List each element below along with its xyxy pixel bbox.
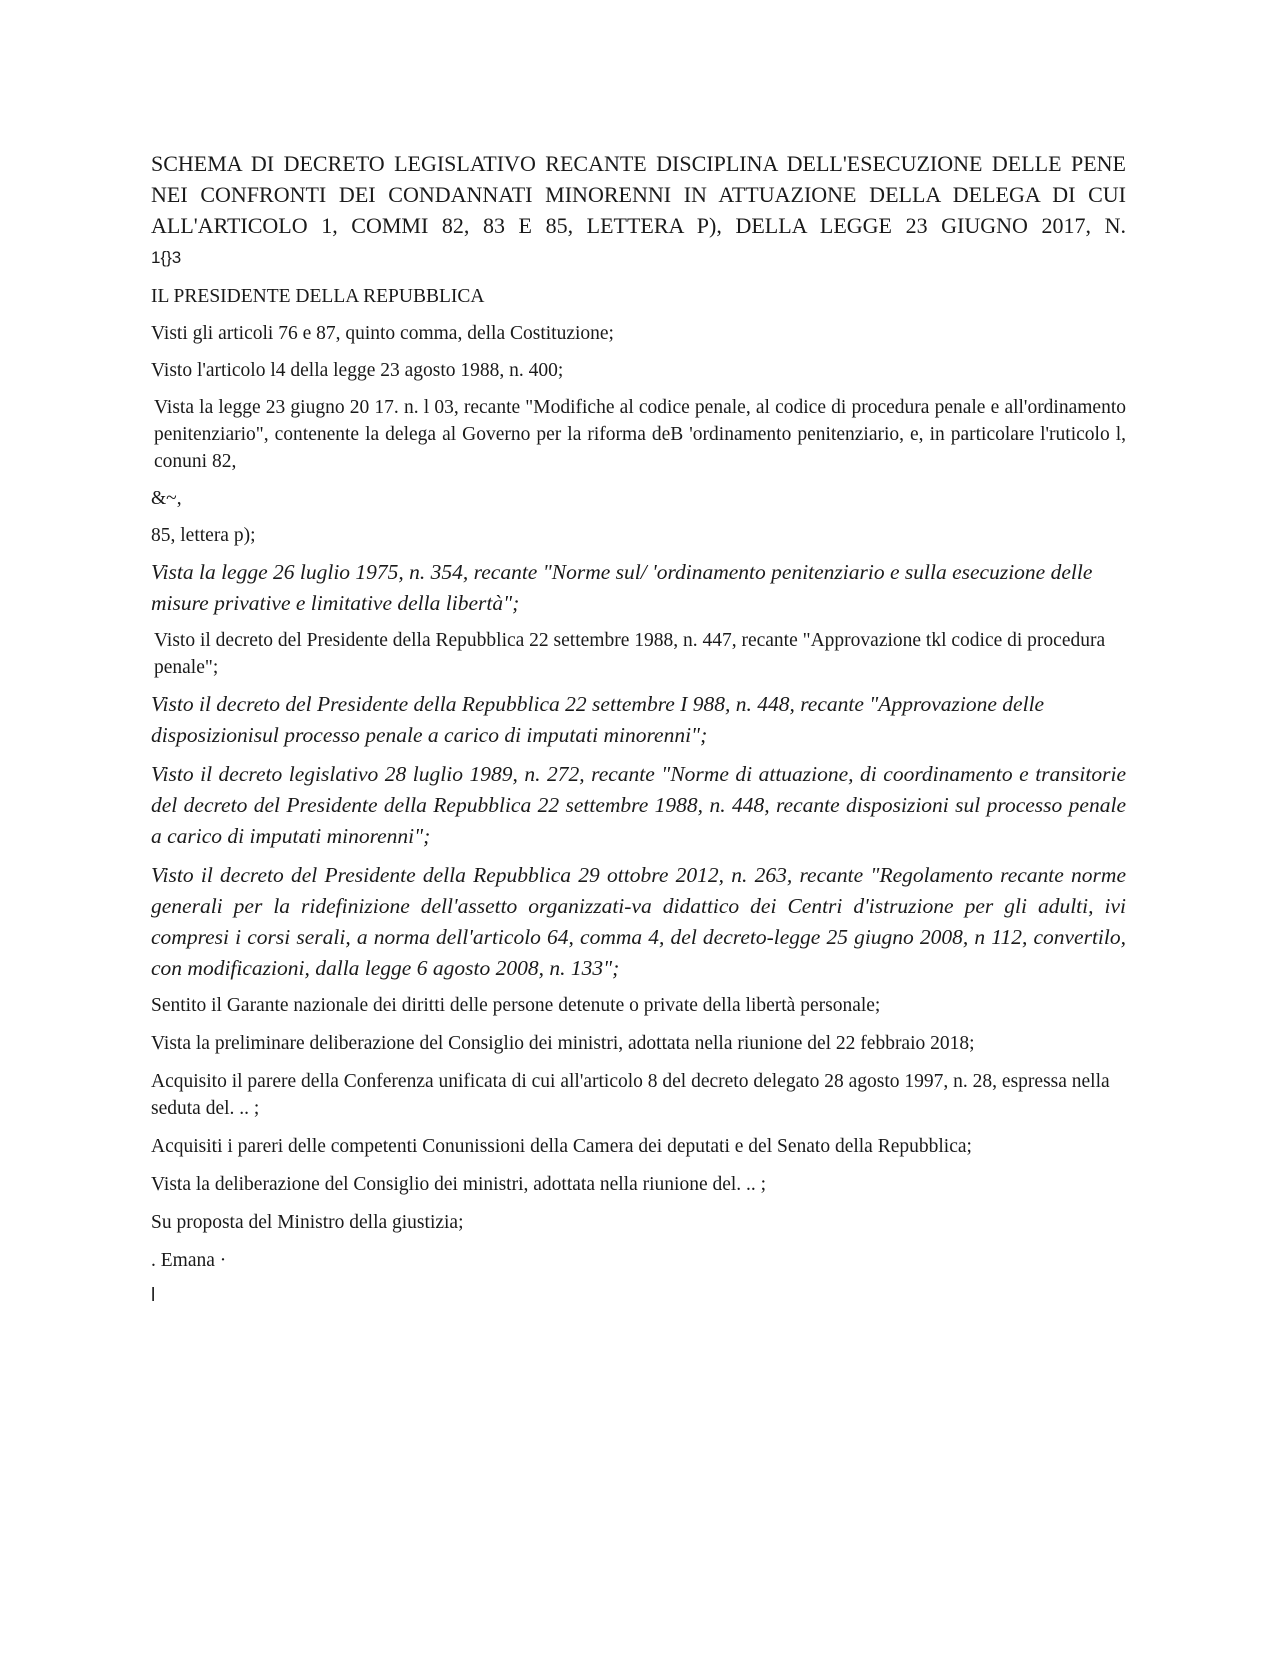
paragraph-commissioni: Acquisiti i pareri delle competenti Conunissioni della Camera dei deputati e del Senato della Repubblica; xyxy=(151,1136,972,1157)
paragraph-proposta: Su proposta del Ministro della giustizia; xyxy=(151,1212,464,1233)
paragraph-dpr-263: Visto il decreto del Presidente della Repubblica 29 ottobre 2012, n. 263, recante "Regolamento recante norme generali per la ridefinizione dell'assetto organizzati-va didattico dei Centri d'istruzione per gli adulti, ivi compresi i corsi serali, a norma dell'articolo 64, comma 4, del decreto-legge 25 giugno 2008, n 112, convertilo, con modificazioni, dalla legge 6 agosto 2008, n. 133"; xyxy=(151,863,1126,980)
paragraph-conferenza-unificata: Acquisito il parere della Conferenza unificata di cui all'articolo 8 del decreto delegato 28 agosto 1997, n. 28, espressa nella seduta del. .. ; xyxy=(151,1071,1110,1119)
document-title: SCHEMA DI DECRETO LEGISLATIVO RECANTE DISCIPLINA DELL'ESECUZIONE DELLE PENE NEI CONFRONTI DEI CONDANNATI MINORENNI IN ATTUAZIONE DELLA DELEGA DI CUI ALL'ARTICOLO 1, COMMI 82, 83 E 85, LETTERA P), DELLA LEGGE 23 GIUGNO 2017, N. xyxy=(151,151,1126,238)
paragraph-dpr-447: Visto il decreto del Presidente della Repubblica 22 settembre 1988, n. 447, recante "Approvazione tkl codice di procedura penale"; xyxy=(154,630,1106,678)
stray-mark: l xyxy=(151,1285,156,1306)
paragraph-garante: Sentito il Garante nazionale dei diritti delle persone detenute o private della libertà personale; xyxy=(151,995,881,1016)
paragraph-legge-354: Vista la legge 26 luglio 1975, n. 354, recante "Norme sul/ 'ordinamento penitenziario e sulla esecuzione delle misure privative e limitative della libertà"; xyxy=(151,560,1093,615)
paragraph-costituzione: Visti gli articoli 76 e 87, quinto comma, della Costituzione; xyxy=(151,323,614,344)
president-heading: IL PRESIDENTE DELLA REPUBBLICA xyxy=(151,286,485,307)
paragraph-deliberazione-preliminare: Vista la preliminare deliberazione del Consiglio dei ministri, adottata nella riunione del 22 febbraio 2018; xyxy=(151,1033,975,1054)
paragraph-legge-400: Visto l'articolo l4 della legge 23 agosto 1988, n. 400; xyxy=(151,360,564,381)
paragraph-legge-103: Vista la legge 23 giugno 20 17. n. l 03, recante "Modifiche al codice penale, al codice di procedura penale e all'ordinamento penitenziario", contenente la delega al Governo per la riforma deB 'ordinamento penitenziario, e, in particolare l'ruticolo l, conuni 82, xyxy=(154,397,1126,472)
paragraph-lettera-p: 85, lettera p); xyxy=(151,525,256,546)
paragraph-dlgs-272: Visto il decreto legislativo 28 luglio 1989, n. 272, recante "Norme di attuazione, di coordinamento e transitorie del decreto del Presidente della Repubblica 22 settembre 1988, n. 448, recante disposizioni sul processo penale a carico di imputati minorenni"; xyxy=(151,762,1126,848)
paragraph-emana: . Emana · xyxy=(151,1250,227,1271)
paragraph-dpr-448: Visto il decreto del Presidente della Repubblica 22 settembre I 988, n. 448, recante "Approvazione delle disposizionisul processo penale a carico di imputati minorenni"; xyxy=(151,692,1045,747)
document-page xyxy=(151,148,1126,1306)
paragraph-deliberazione: Vista la deliberazione del Consiglio dei ministri, adottata nella riunione del. .. ; xyxy=(151,1174,767,1195)
title-number: 1{}3 xyxy=(151,248,182,267)
paragraph-fragment: &~, xyxy=(151,488,182,509)
